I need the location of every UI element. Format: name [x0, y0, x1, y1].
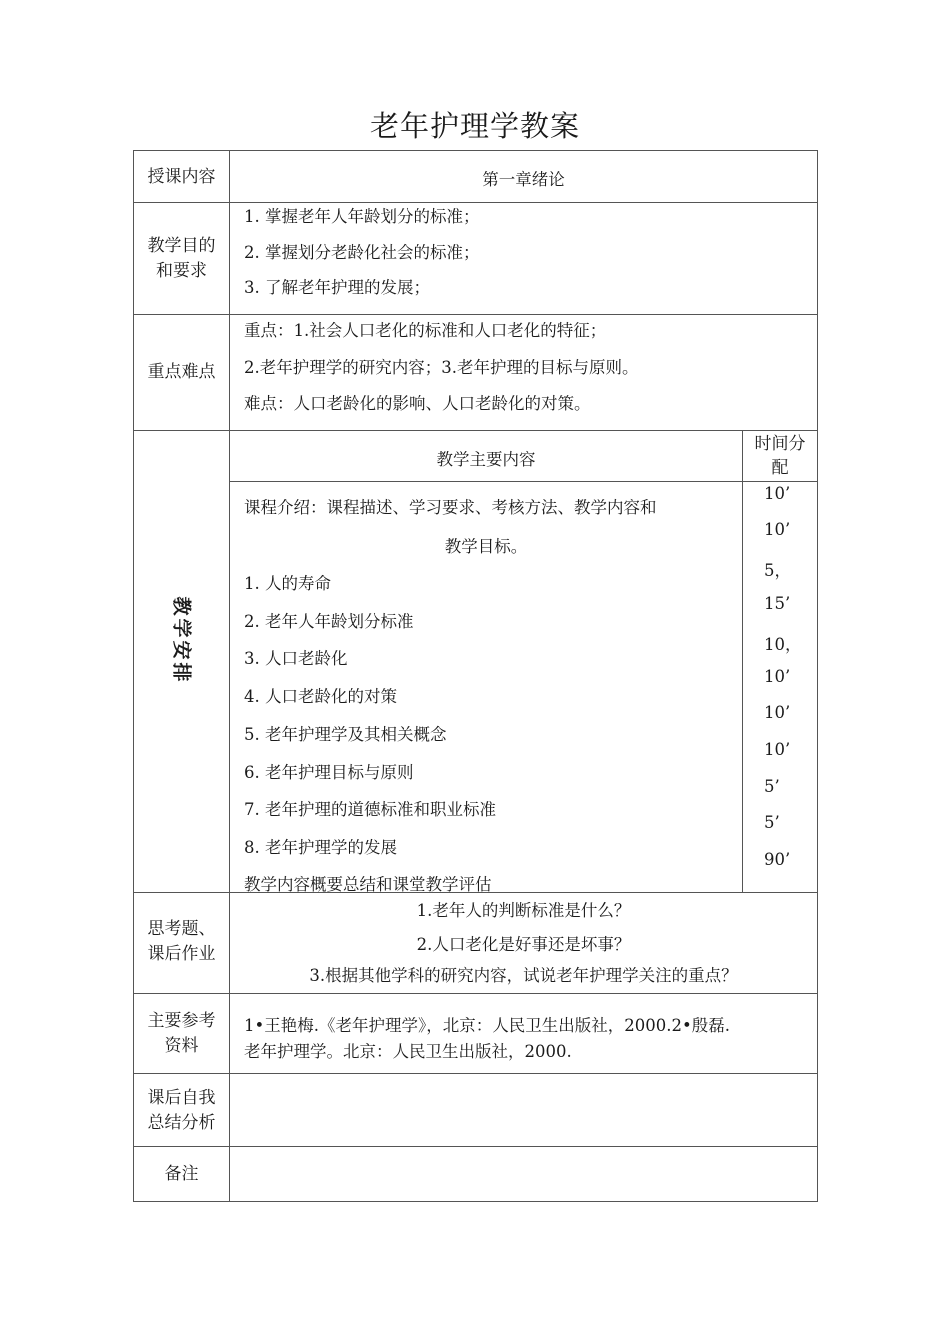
references-line: 1•王艳梅.《老年护理学》，北京：人民卫生出版社，2000.2•殷磊. — [244, 1016, 730, 1035]
time-value: 10’ — [764, 703, 791, 722]
schedule-item: 8. 老年护理学的发展 — [244, 838, 397, 857]
time-value: 90’ — [764, 850, 791, 869]
reflection-label — [134, 1086, 229, 1136]
reflection-label-line1: 课后自我 — [147, 1088, 216, 1108]
schedule-intro-line2: 教学目标。 — [444, 537, 528, 556]
schedule-label — [134, 595, 229, 683]
schedule-intro-line1: 课程介绍：课程描述、学习要求、考核方法、教学内容和 — [244, 498, 657, 517]
objective-item: 1. 掌握老年人年龄划分的标准； — [244, 207, 480, 226]
homework-label — [134, 917, 229, 967]
homework-label-line1: 思考题、 — [147, 919, 216, 939]
schedule-label-char: 排 — [170, 662, 193, 682]
label-column-divider — [229, 150, 230, 1202]
schedule-item: 7. 老年护理的道德标准和职业标准 — [244, 800, 496, 819]
schedule-header-divider — [229, 481, 818, 482]
schedule-label-char: 教 — [170, 596, 193, 616]
references-label-line2: 资料 — [164, 1036, 199, 1056]
objective-item: 2. 掌握划分老龄化社会的标准； — [244, 243, 480, 262]
notes-label: 备注 — [164, 1164, 199, 1184]
time-value: 10， — [764, 635, 802, 654]
schedule-item: 3. 人口老龄化 — [244, 649, 348, 668]
objectives-label-line2: 和要求 — [156, 261, 207, 281]
schedule-item: 1. 人的寿命 — [244, 574, 331, 593]
objective-item: 3. 了解老年护理的发展； — [244, 278, 430, 297]
homework-label-line2: 课后作业 — [147, 944, 216, 964]
time-value: 10’ — [764, 520, 791, 539]
references-label-line1: 主要参考 — [147, 1011, 216, 1031]
schedule-item: 2. 老年人年龄划分标准 — [244, 612, 414, 631]
table-row-divider — [133, 1073, 818, 1074]
references-label — [134, 1009, 229, 1059]
time-value: 5， — [764, 561, 791, 580]
key-points-line: 2.老年护理学的研究内容；3.老年护理的目标与原则。 — [244, 358, 639, 377]
table-border-bottom — [133, 1201, 818, 1202]
page-title: 老年护理学教案 — [369, 109, 580, 143]
time-value: 10’ — [764, 667, 791, 686]
topic-value: 第一章绪论 — [482, 170, 565, 189]
topic-label: 授课内容 — [147, 167, 216, 187]
time-value: 5’ — [764, 813, 780, 832]
references-line: 老年护理学。北京：人民卫生出版社，2000. — [244, 1042, 572, 1061]
schedule-item: 5. 老年护理学及其相关概念 — [244, 725, 447, 744]
table-border-top — [133, 150, 818, 151]
table-border-right — [817, 150, 818, 1202]
table-row-divider — [133, 430, 818, 431]
time-value: 15’ — [764, 594, 791, 613]
time-header-line1: 时间分 — [754, 434, 806, 454]
time-header-line2: 配 — [771, 458, 789, 478]
objectives-label — [134, 234, 229, 284]
time-value: 10’ — [764, 740, 791, 759]
schedule-item: 6. 老年护理目标与原则 — [244, 763, 414, 782]
table-row-divider — [133, 1146, 818, 1147]
homework-question: 3.根据其他学科的研究内容，试说老年护理学关注的重点？ — [309, 966, 738, 985]
table-row-divider — [133, 993, 818, 994]
time-value: 10’ — [764, 484, 791, 503]
key-points-line: 重点：1.社会人口老化的标准和人口老化的特征； — [244, 321, 607, 340]
schedule-content-header: 教学主要内容 — [436, 450, 536, 469]
schedule-label-char: 学 — [170, 618, 193, 638]
key-points-label: 重点难点 — [147, 362, 216, 382]
schedule-item: 4. 人口老龄化的对策 — [244, 687, 397, 706]
time-value: 5’ — [764, 777, 780, 796]
table-row-divider — [133, 314, 818, 315]
homework-question: 1.老年人的判断标准是什么？ — [416, 901, 631, 920]
objectives-label-line1: 教学目的 — [147, 236, 216, 256]
key-points-line: 难点：人口老龄化的影响、人口老龄化的对策。 — [244, 394, 591, 413]
time-column-divider — [742, 430, 743, 892]
schedule-summary: 教学内容概要总结和课堂教学评估 — [244, 875, 492, 894]
schedule-time-header — [743, 432, 817, 480]
reflection-label-line2: 总结分析 — [147, 1113, 216, 1133]
schedule-label-char: 安 — [170, 640, 193, 660]
homework-question: 2.人口老化是好事还是坏事？ — [416, 935, 631, 954]
